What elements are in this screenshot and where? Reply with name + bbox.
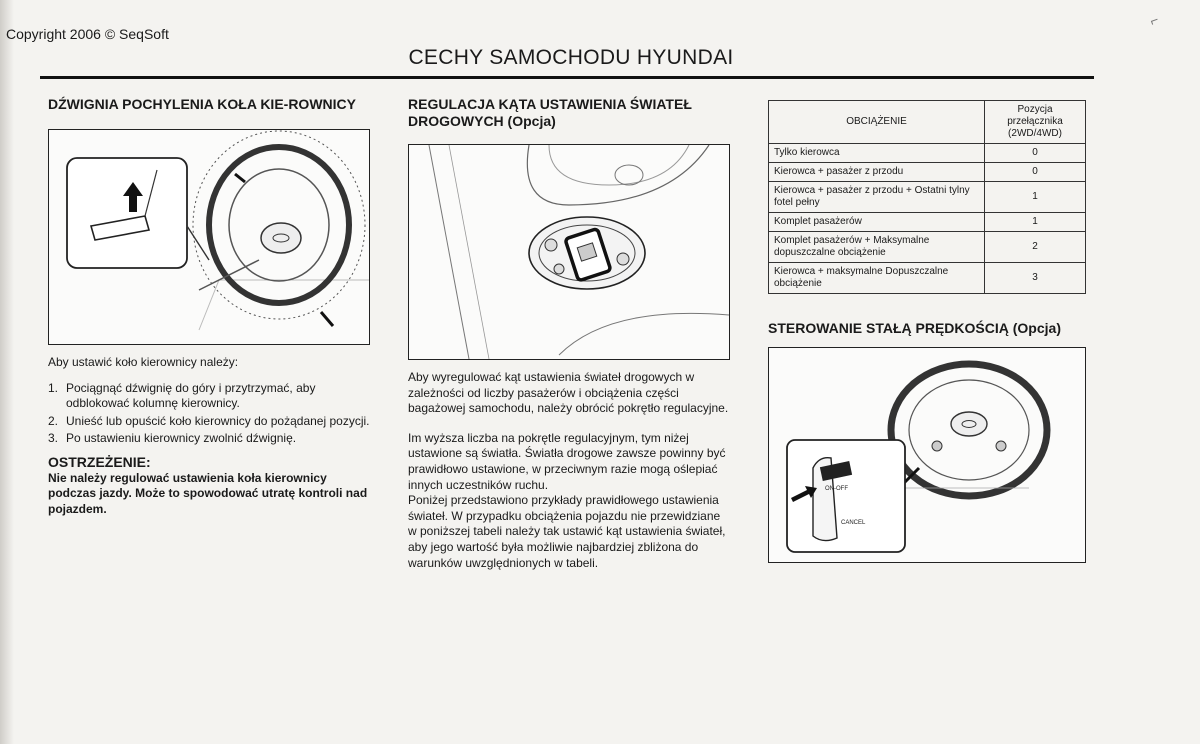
headlight-para-3: Poniżej przedstawiono przykłady prawidłowego ustawienia świateł. W przypadku obciążenia pojazdu nie przewidziane w poniższej tabeli należy tak ustawić kąt ustawienia świateł, aby jego wartość była możliwie najbardziej zbliżona do warunków uwzględnionych w tabeli. [408, 493, 726, 570]
headlight-para-1: Aby wyregulować kąt ustawienia świateł drogowych w zależności od liczby pasażerów i obciążenia części bagażowej samochodu, należy obrócić pokrętło regulacyjne. [408, 370, 729, 416]
column-steering-tilt [48, 96, 370, 517]
steering-intro-text: Aby ustawić koło kierownicy należy: [48, 355, 239, 369]
cruise-control-drawing [769, 348, 1086, 562]
list-item: 3. Po ustawieniu kierownicy zwolnić dźwignię. [48, 431, 297, 446]
table-header-load: OBCIĄŻENIE [769, 101, 985, 144]
steering-wheel-lever-drawing [49, 130, 370, 344]
table-row: Kierowca + pasażer z przodu + Ostatni tylny fotel pełny 1 [769, 182, 1086, 213]
warning-title: OSTRZEŻENIE: [48, 453, 151, 470]
on-off-label: ON-OFF [825, 486, 848, 492]
warning-text: Nie należy regulować ustawienia koła kierownicy podczas jazdy. Może to spowodować utratę kontroli nad pojazdem. [48, 470, 368, 516]
cancel-label: CANCEL [841, 520, 866, 526]
headlight-para-2: Im wyższa liczba na pokrętle regulacyjnym, tym niżej ustawione są światła. Światła drogowe zawsze powinny być prawidłowo ustawione, w przeciwnym razie mogą oślepiać innych uczestników ruchu. [408, 430, 726, 492]
corner-mark: ⌐ [1147, 11, 1161, 29]
list-item: 2. Unieść lub opuścić koło kierownicy do pożądanej pozycji. [48, 413, 370, 428]
cruise-control-illustration [768, 347, 1086, 563]
column-load-table-cruise [768, 100, 1086, 563]
section-title-steering-tilt: DŹWIGNIA POCHYLENIA KOŁA KIE-ROWNICY [48, 96, 356, 112]
headlight-load-table [768, 100, 1086, 294]
column-headlight-leveling [408, 96, 730, 571]
page-edge-shadow [0, 0, 14, 744]
steering-steps-list [48, 381, 370, 447]
table-header-row [769, 101, 1086, 144]
header-rule [40, 76, 1094, 79]
section-title-cruise-control: STEROWANIE STAŁĄ PRĘDKOŚCIĄ (Opcja) [768, 320, 1061, 336]
table-row: Kierowca + pasażer z przodu 0 [769, 163, 1086, 182]
headlight-leveling-illustration [408, 144, 730, 360]
steering-tilt-illustration [48, 129, 370, 345]
table-header-position: Pozycja przełącznika (2WD/4WD) [985, 101, 1086, 144]
table-row: Tylko kierowca 0 [769, 144, 1086, 163]
dashboard-dial-drawing [409, 145, 730, 359]
list-item: 1. Pociągnąć dźwignię do góry i przytrzymać, aby odblokować kolumnę kierownicy. [48, 380, 316, 411]
table-row: Komplet pasażerów + Maksymalne dopuszczalne obciążenie 2 [769, 232, 1086, 263]
page-title: CECHY SAMOCHODU HYUNDAI [408, 46, 734, 69]
section-title-headlight: REGULACJA KĄTA USTAWIENIA ŚWIATEŁ DROGOWYCH (Opcja) [408, 96, 692, 129]
copyright-note: Copyright 2006 © SeqSoft [6, 26, 169, 42]
table-row: Komplet pasażerów 1 [769, 213, 1086, 232]
table-row: Kierowca + maksymalne Dopuszczalne obciążenie 3 [769, 263, 1086, 294]
